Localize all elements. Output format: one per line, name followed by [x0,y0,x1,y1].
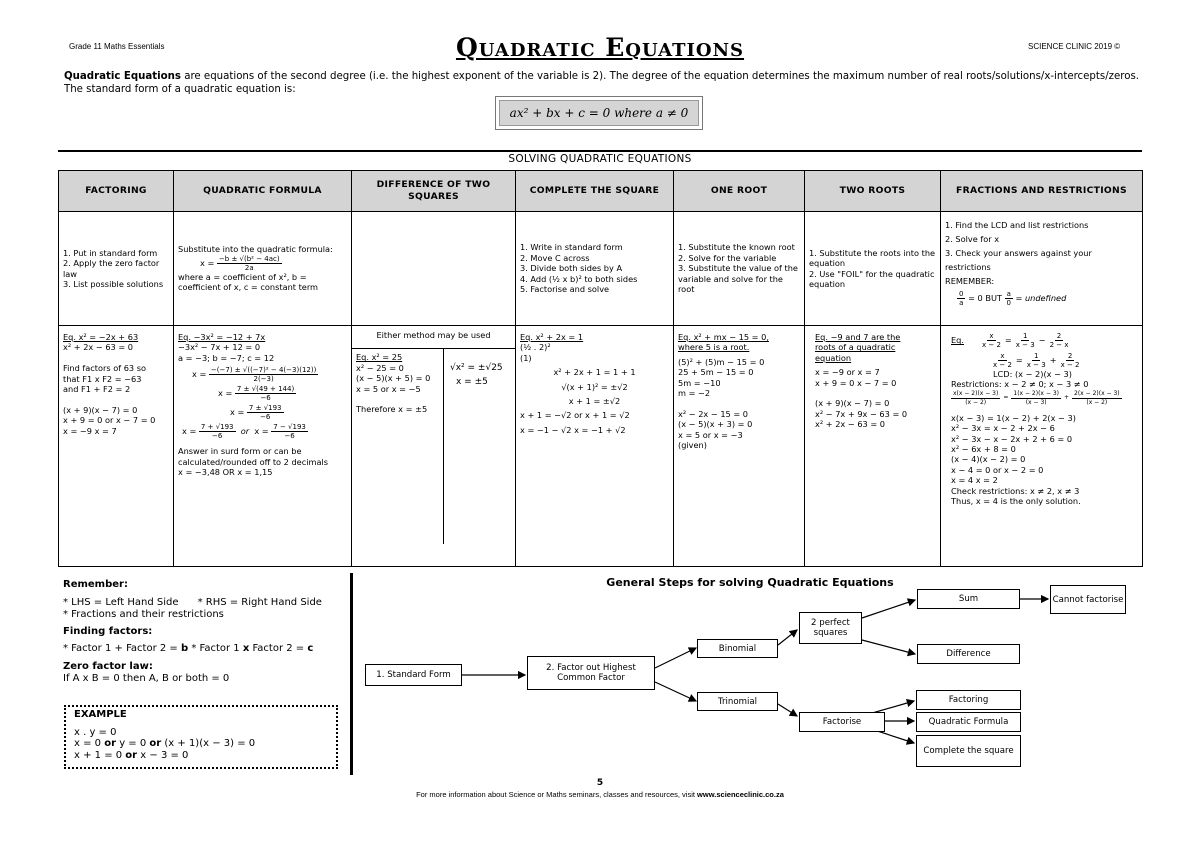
solving-title: SOLVING QUADRATIC EQUATIONS [508,153,692,165]
example-fractions: Eq. $\frac{x}{x - 2}$ = $\frac{1}{x - 3}$ − $\frac{2}{2 - x}$ $\frac{x}{x - 2}$ = $\frac{1}{x - 3}$ + $\frac{2}{x - 2}$ LCD: (x − 2)(x − 3) Restrictions: x − 2 ≠ 0; x − 3 ≠ 0 $\frac{x(x - 2)(x - 3)}{(x - 2)}$ = $\frac{1(x - 2)(x - 3)}{(x - 3)}$ + $\frac{2(x - 2)(x - 3)}{(x - 2)}$ x(x − 3) = 1(x − 2) + 2(x − 3) x² − 3x = x − 2 + 2x − 6 x² − 3x − x − 2x + 2 + 6 = 0 x² − 6x + 8 = 0 (x − 4)(x − 2) = 0 x − 4 = 0 or x − 2 = 0 x = 4 x = 2 Check restrictions: x ≠ 2, x ≠ 3 Thus, x = 4 is the only solution. [941,326,1143,567]
page-title: Quadratic Equations [455,33,745,62]
steps-one-root: 1. Substitute the known root 2. Solve for the variable 3. Substitute the value of the variable and solve for the root [674,212,805,326]
steps-complete-square: 1. Write in standard form 2. Move C across 3. Divide both sides by A 4. Add (½ x b)² to both sides 5. Factorise and solve [516,212,674,326]
flow-binomial: Binomial [697,639,778,658]
col-fractions: FRACTIONS AND RESTRICTIONS [941,171,1143,212]
quadratic-formula-fraction: $\frac{\text{−b ± √(b² − 4ac)}}{2a}$ [218,254,280,272]
flow-trinomial: Trinomial [697,692,778,711]
example-one-root: Eq. x² + mx − 15 = 0, where 5 is a root. (5)² + (5)m − 15 = 0 25 + 5m − 15 = 0 5m = −10 m = −2 x² − 2x − 15 = 0 (x − 5)(x + 3) = 0 x = 5 or x = −3 (given) [674,326,805,567]
steps-two-roots: 1. Substitute the roots into the equation 2. Use "FOIL" for the quadratic equation [805,212,941,326]
flow-factor-hcf: 2. Factor out Highest Common Factor [527,656,655,690]
header-left: Grade 11 Maths Essentials [69,42,165,51]
flow-complete-square: Complete the square [916,735,1021,767]
example-box: EXAMPLE x . y = 0 x = 0 or y = 0 or (x + 1)(x − 3) = 0 x + 1 = 0 or x − 3 = 0 [64,705,338,769]
standard-form-formula: ax² + bx + c = 0 where a ≠ 0 [499,100,699,126]
col-one-root: ONE ROOT [674,171,805,212]
example-quadratic-formula: Eq. −3x² = −12 + 7x −3x² − 7x + 12 = 0 a = −3; b = −7; c = 12 x = $\frac{\text{−(−7) ± √((−7)² − 4(−3)(12))}}{2(-3)}$ x = $\frac{7 \pm √(49 + 144)}{-6}$ x = $\frac{7 \pm √193}{-6}$ x = $\frac{7 + √193}{-6}$ or x = $\frac{7 - √193}{-6}$ Answer in surd form or can be calculated/rounded off to 2 decimals x = −3,48 OR x = 1,15 [174,326,352,567]
footer [0,790,1200,799]
flow-factorise: Factorise [799,712,885,732]
intro-text: are equations of the second degree (i.e. the highest exponent of the variable is 2). The degree of the equation determines the maximum number of real roots/solutions/x-intercepts/zeros. The standard form of a quadratic equation is: [64,71,1139,95]
example-two-roots: Eq. −9 and 7 are the roots of a quadratic equation x = −9 or x = 7 x + 9 = 0 x − 7 = 0 (x + 9)(x − 7) = 0 x² − 7x + 9x − 63 = 0 x² + 2x − 63 = 0 [805,326,941,567]
footer-text: For more information about Science or Maths seminars, classes and resources, visit [416,790,698,799]
flow-standard-form: 1. Standard Form [365,664,462,686]
flow-sum: Sum [917,589,1020,609]
col-difference-squares: DIFFERENCE OF TWO SQUARES [352,171,516,212]
col-complete-square: COMPLETE THE SQUARE [516,171,674,212]
header-right: SCIENCE CLINIC 2019 © [1028,42,1121,51]
flow-cannot-factorise: Cannot factorise [1050,585,1126,614]
footer-link[interactable]: www.scienceclinic.co.za [697,790,784,799]
flow-perfect-squares: 2 perfect squares [799,612,862,644]
col-factoring: FACTORING [59,171,174,212]
example-difference-squares: Either method may be used Eq. x² = 25 x² − 25 = 0 (x − 5)(x + 5) = 0 x = 5 or x = −5 Therefore x = ±5 √x² = ±√25 x = ±5 [352,326,516,567]
page-number: 5 [596,778,604,788]
example-complete-square: Eq. x² + 2x = 1 (½ . 2)² (1) x² + 2x + 1 = 1 + 1 √(x + 1)² = ±√2 x + 1 = ±√2 x + 1 = −√2 or x + 1 = √2 x = −1 − √2 x = −1 + √2 [516,326,674,567]
flow-difference: Difference [917,644,1020,664]
flow-title: General Steps for solving Quadratic Equations [606,576,894,589]
steps-factoring: 1. Put in standard form 2. Apply the zero factor law 3. List possible solutions [59,212,174,326]
flow-factoring: Factoring [916,690,1021,710]
col-quadratic-formula: QUADRATIC FORMULA [174,171,352,212]
steps-quadratic-formula: Substitute into the quadratic formula: x = $\frac{\text{−b ± √(b² − 4ac)}}{2a}$ where a = coefficient of x², b = coefficient of x, c = constant term [174,212,352,326]
remember-section: Remember: * LHS = Left Hand Side * RHS = Right Hand Side * Fractions and their restrictions Finding factors: * Factor 1 + Factor 2 = b * Factor 1 x Factor 2 = c Zero factor law: If A x B = 0 then A, B or both = 0 [63,579,322,684]
example-factoring: Eq. x² = −2x + 63 x² + 2x − 63 = 0 Find factors of 63 so that F1 x F2 = −63 and F1 + F2 = 2 (x + 9)(x − 7) = 0 x + 9 = 0 or x − 7 = 0 x = −9 x = 7 [59,326,174,567]
steps-fractions: 1. Find the LCD and list restrictions 2. Solve for x 3. Check your answers against your restrictions REMEMBER: $\frac{0}{a}$ = 0 BUT $\frac{a}{0}$ = undefined [941,212,1143,326]
flow-quadratic-formula: Quadratic Formula [916,712,1021,732]
intro-bold: Quadratic Equations [64,71,181,82]
col-two-roots: TWO ROOTS [805,171,941,212]
